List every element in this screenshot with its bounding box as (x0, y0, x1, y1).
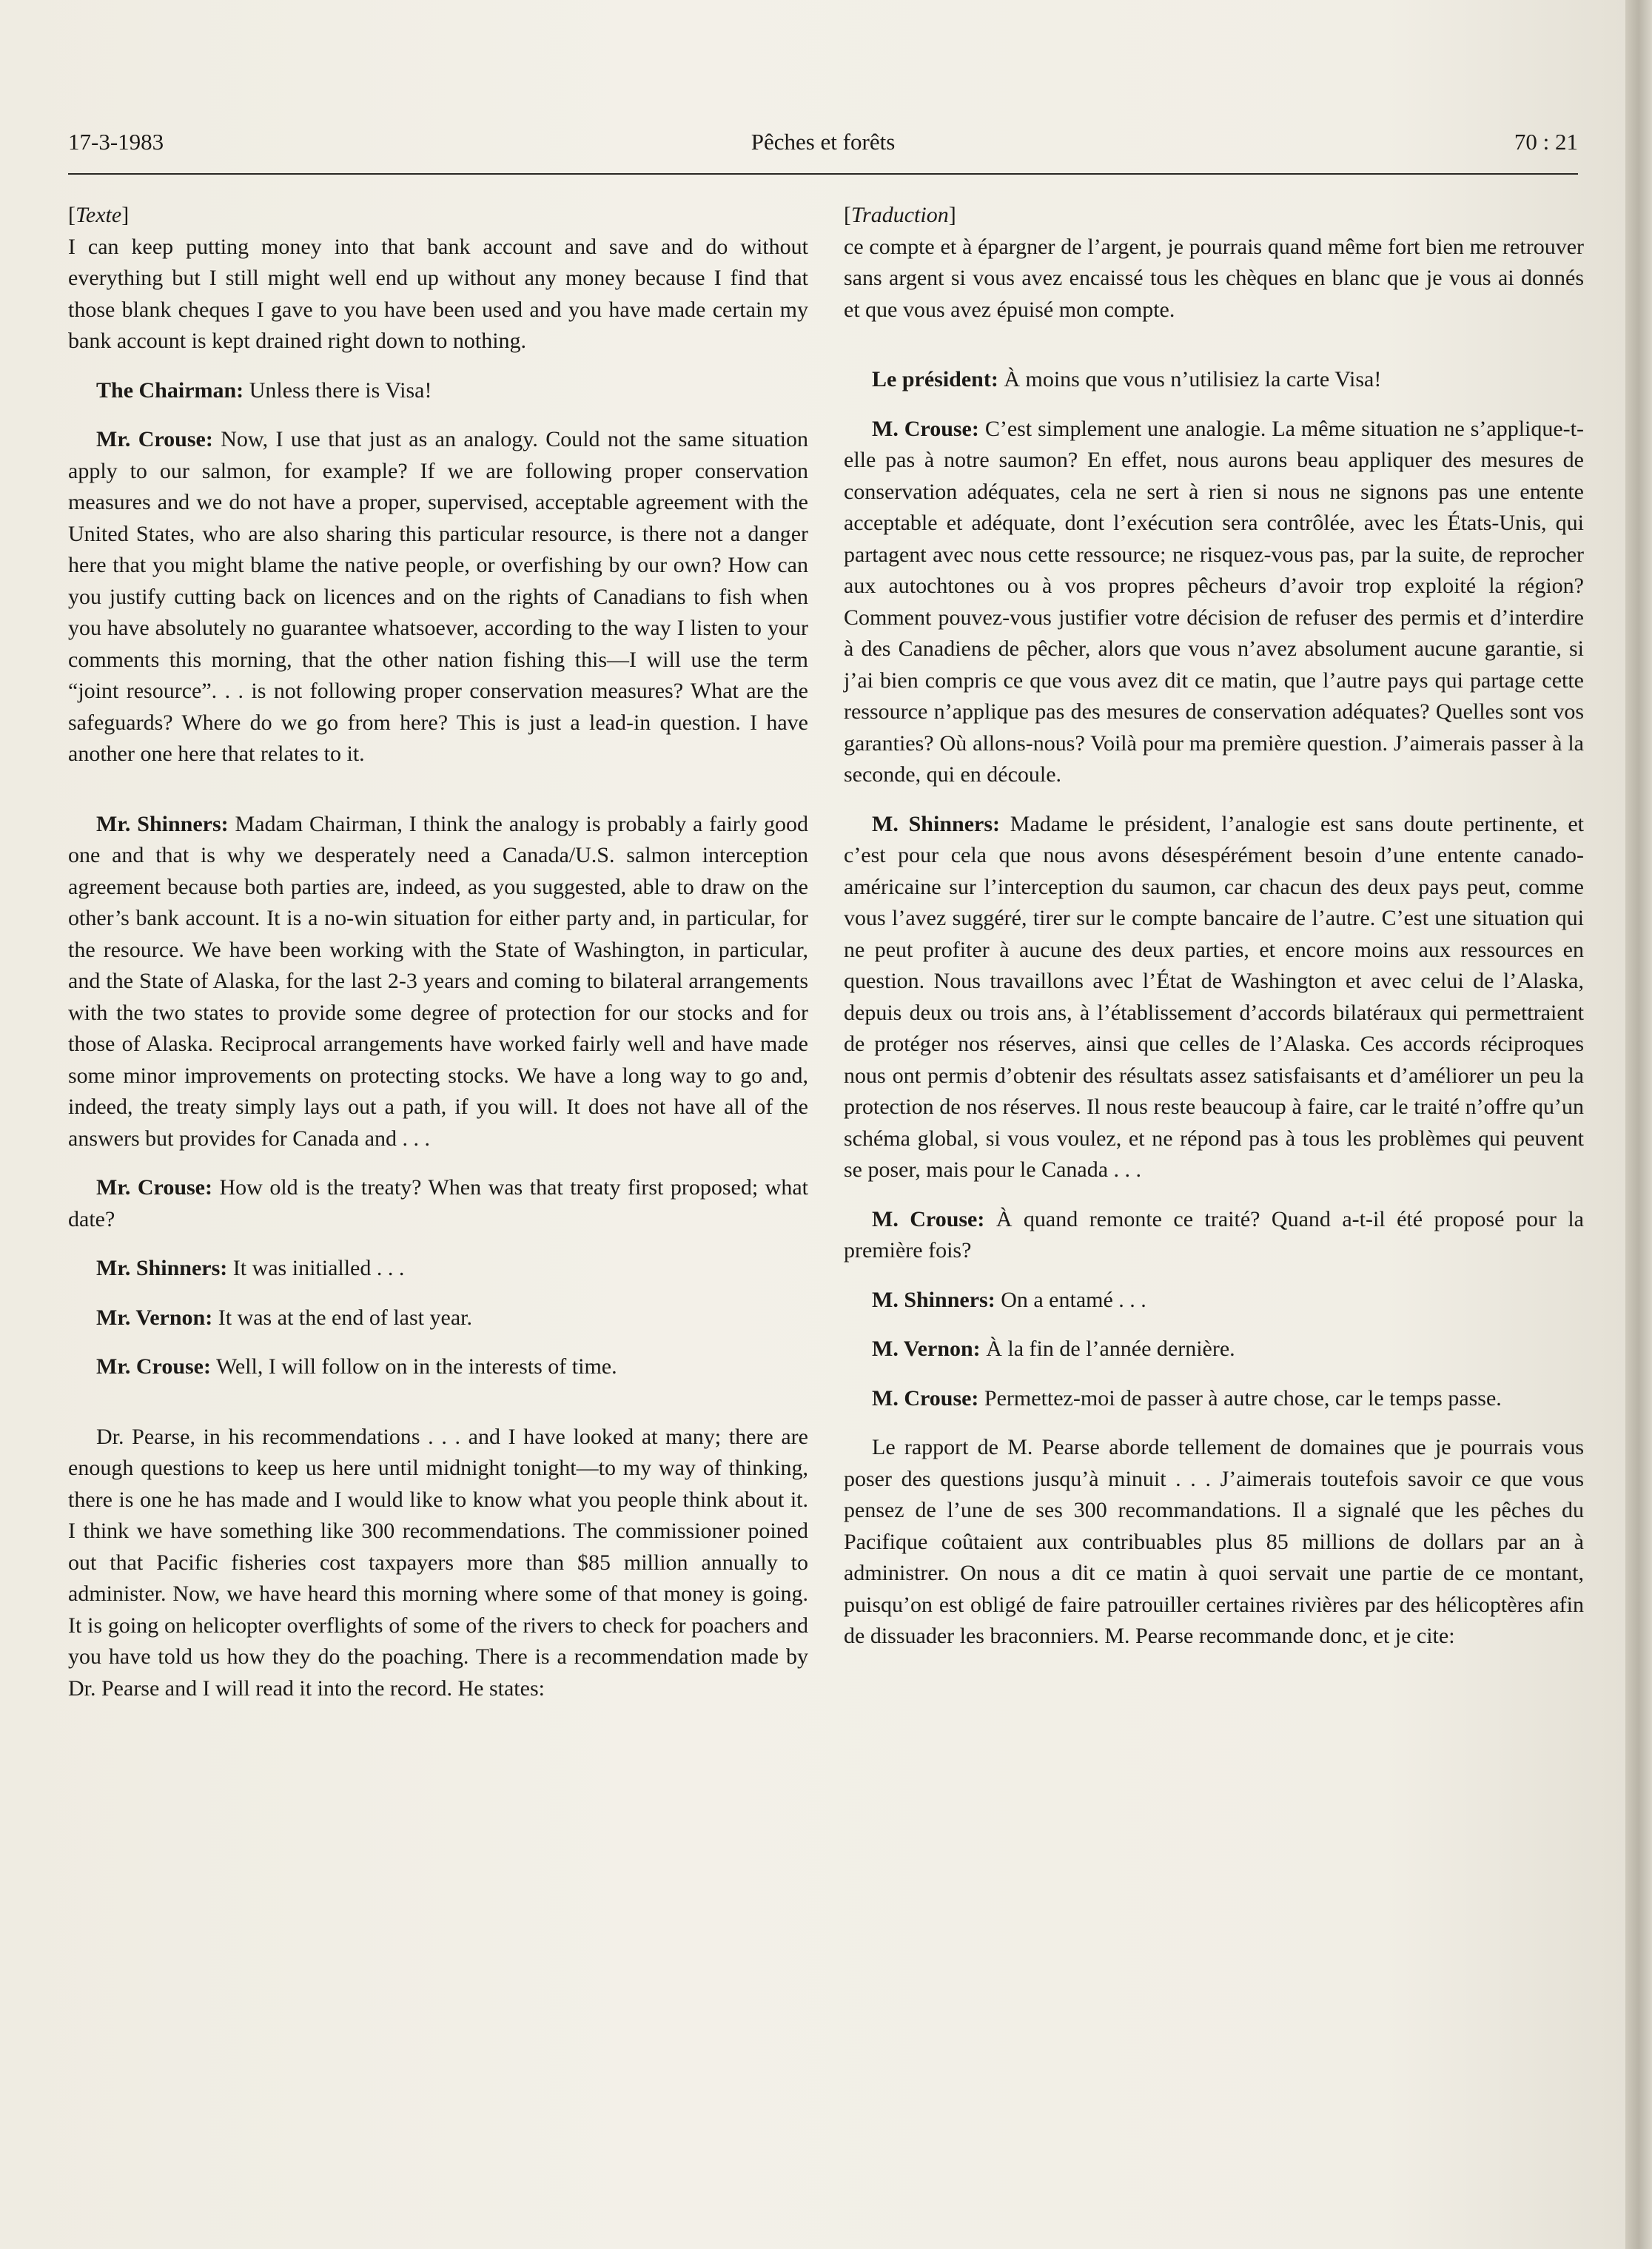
paragraph (68, 232, 808, 357)
paragraph (68, 424, 808, 770)
paragraph-text: Unless there is Visa! (244, 377, 432, 403)
paragraph (844, 1383, 1584, 1415)
speaker-name: Mr. Crouse: (96, 427, 213, 451)
paragraph-text: Dr. Pearse, in his recommendations . . . and I have looked at many; there are enough questions to keep us here until midnight tonight—to my way of thinking, there is one he has made and I would like to know what you people think about it. I think we have something like 300 recommendations. The commissioner poined out that Pacific fisheries cost taxpayers more than $85 million annually to administer. Now, we have heard this morning where some of that money is going. It is going on helicopter overflights of some of the rivers to check for poachers and you have told us how they do the poaching. There is a recommendation made by Dr. Pearse and I will read it into the record. He states: (68, 1424, 808, 1701)
paragraph-text: Madame le président, l’analogie est sans doute pertinente, et c’est pour cela que nous avons désespérément besoin d’une entente canado-américaine sur l’interception du saumon, car chacun des deux pays peut, comme vous l’avez suggéré, tirer sur le compte bancaire de l’autre. C’est une situation qui ne peut profiter à aucune des deux parties, et encore moins aux ressources en question. Nous travaillons avec l’État de Washington et avec celui de l’Alaska, depuis deux ou trois ans, à l’établissement d’accords bilatéraux qui permettraient de protéger nos réserves, ainsi que celles de l’Alaska. Ces accords réciproques nous ont permis d’obtenir des résultats assez satisfaisants et d’améliorer un peu la protection de nos réserves. Il nous reste beaucoup à faire, car le traité n’offre qu’un schéma global, si vous voulez, et ne répond pas à tous les problèmes qui peuvent se poser, mais pour le Canada . . . (844, 811, 1585, 1182)
speaker-name: M. Shinners: (872, 811, 1000, 836)
speaker-name: M. Crouse: (872, 1206, 985, 1231)
paragraph (844, 809, 1584, 1186)
paragraph-text: It was at the end of last year. (212, 1305, 472, 1330)
paragraph (844, 1204, 1584, 1267)
paragraph (68, 809, 808, 1155)
speaker-name: Mr. Vernon: (96, 1305, 213, 1330)
paragraph (68, 1351, 808, 1383)
paragraph (844, 1334, 1584, 1365)
speaker-name: The Chairman: (96, 377, 244, 403)
paragraph-text: Now, I use that just as an analogy. Could not the same situation apply to our salmon, for example? If we are following proper conservation measures and we do not have a proper, supervised, acceptable agreement with the United States, who are also sharing this particular resource, is there not a danger here that you might blame the native people, or overfishing by our own? How can you justify cutting back on licences and on the rights of Canadians to fish when you have absolutely no guarantee whatsoever, according to the way I listen to your comments this morning, that the other nation fishing this—I will use the term “joint resource”. . . is not following proper conservation measures? What are the safeguards? Where do we go from here? This is just a lead-in question. I have another one here that relates to it. (68, 427, 808, 766)
header-title: Pêches et forêts (751, 129, 896, 155)
paragraph-text: À moins que vous n’utilisiez la carte Visa! (998, 367, 1382, 391)
paragraph-text: Le rapport de M. Pearse aborde tellement de domaines que je pourrais vous poser des questions jusqu’à minuit . . . J’aimerais toutefois savoir ce que vous pensez de l’une de ses 300 recommandations. Il a signalé que les pêches du Pacifique coûtaient aux contribuables plus 85 millions de dollars par an à administrer. On nous a dit ce matin à quoi servait une partie de ce montant, puisqu’on est obligé de faire patrouiller certaines rivières par des hélicoptères afin de dissuader les braconniers. M. Pearse recommande donc, et je cite: (844, 1435, 1584, 1648)
paragraph-text: À la fin de l’année dernière. (980, 1337, 1235, 1361)
english-column (68, 200, 808, 1722)
speaker-name: Le président: (872, 367, 998, 391)
paragraph-text: How old is the treaty? When was that treaty first proposed; what date? (68, 1175, 808, 1231)
header-rule (68, 173, 1578, 175)
header-page-number: 70 : 21 (1514, 129, 1578, 155)
speaker-name: M. Crouse: (872, 1385, 979, 1411)
paragraph (844, 1432, 1584, 1653)
paragraph-text: C’est simplement une analogie. La même situation ne s’applique-t-elle pas à notre saumon? En effet, nous aurons beau appliquer des mesures de conservation adéquates, cela ne sert à rien si nous ne signons pas une entente acceptable et adéquate, dont l’exécution sera contrôlée, avec les États-Unis, qui partagent avec nous cette ressource; ne risquez-vous pas, par la suite, de reprocher aux autochtones ou à vos propres pêcheurs d’avoir trop exploité la région? Comment pouvez-vous justifier votre décision de refuser des permis et d’interdire à des Canadiens de pêcher, alors que vous n’avez absolument aucune garantie, si j’ai bien compris ce que vous avez dit ce matin, que l’autre pays qui partage cette ressource n’applique pas des mesures de conservation adéquates? Quelles sont vos garanties? Où allons-nous? Voilà pour ma première question. J’aimerais passer à la seconde, qui en découle. (844, 416, 1585, 787)
header-date: 17-3-1983 (68, 129, 164, 155)
speaker-name: Mr. Crouse: (96, 1354, 211, 1379)
paragraph-text: I can keep putting money into that bank account and save and do without everything but I still might well end up without any money because I find that those blank cheques I gave to you have been used and you have made certain my bank account is kept drained right down to nothing. (68, 234, 808, 353)
speaker-name: Mr. Shinners: (96, 811, 229, 836)
paragraph (844, 232, 1584, 326)
speaker-name: M. Vernon: (872, 1337, 981, 1361)
book-spine (1625, 0, 1652, 2249)
paragraph-text: Well, I will follow on in the interests of time. (210, 1354, 617, 1379)
paragraph (68, 1253, 808, 1285)
paragraph-text: ce compte et à épargner de l’argent, je pourrais quand même fort bien me retrouver sans argent si vous avez encaissé tous les chèques en blanc que je vous ai donnés et que vous avez épuisé mon compte. (844, 234, 1584, 322)
paragraph-text: Permettez-moi de passer à autre chose, car le temps passe. (978, 1385, 1502, 1411)
column-label: [Traduction] (844, 203, 956, 227)
paragraph (68, 375, 808, 407)
paragraph-text: On a entamé . . . (995, 1287, 1146, 1312)
paragraph-text: À quand remonte ce traité? Quand a-t-il été proposé pour la première fois? (844, 1206, 1584, 1263)
paragraph (844, 364, 1584, 396)
paragraph-text: It was initialled . . . (227, 1256, 405, 1280)
paragraph (844, 1285, 1584, 1317)
paragraph (68, 1302, 808, 1334)
page-header (68, 127, 1578, 172)
french-column (844, 200, 1584, 1670)
speaker-name: M. Shinners: (872, 1287, 995, 1312)
paragraph (68, 1422, 808, 1705)
paragraph (68, 1172, 808, 1235)
speaker-name: M. Crouse: (872, 416, 979, 441)
column-label: [Texte] (68, 203, 130, 227)
paragraph-text: Madam Chairman, I think the analogy is probably a fairly good one and that is why we desperately need a Canada/U.S. salmon interception agreement because both parties are, indeed, as you suggested, able to draw on the other’s bank account. It is a no-win situation for either party and, in particular, for the resource. We have been working with the State of Washington, in particular, and the State of Alaska, for the last 2-3 years and coming to bilateral arrangements with the two states to provide some degree of protection for our stocks and for those of Alaska. Reciprocal arrangements have worked fairly well and have made some minor improvements on protecting stocks. We have a long way to go and, indeed, the treaty simply lays out a path, if you will. It does not have all of the answers but provides for Canada and . . . (68, 811, 809, 1151)
speaker-name: Mr. Crouse: (96, 1175, 212, 1200)
speaker-name: Mr. Shinners: (96, 1256, 228, 1280)
paragraph (844, 414, 1584, 791)
